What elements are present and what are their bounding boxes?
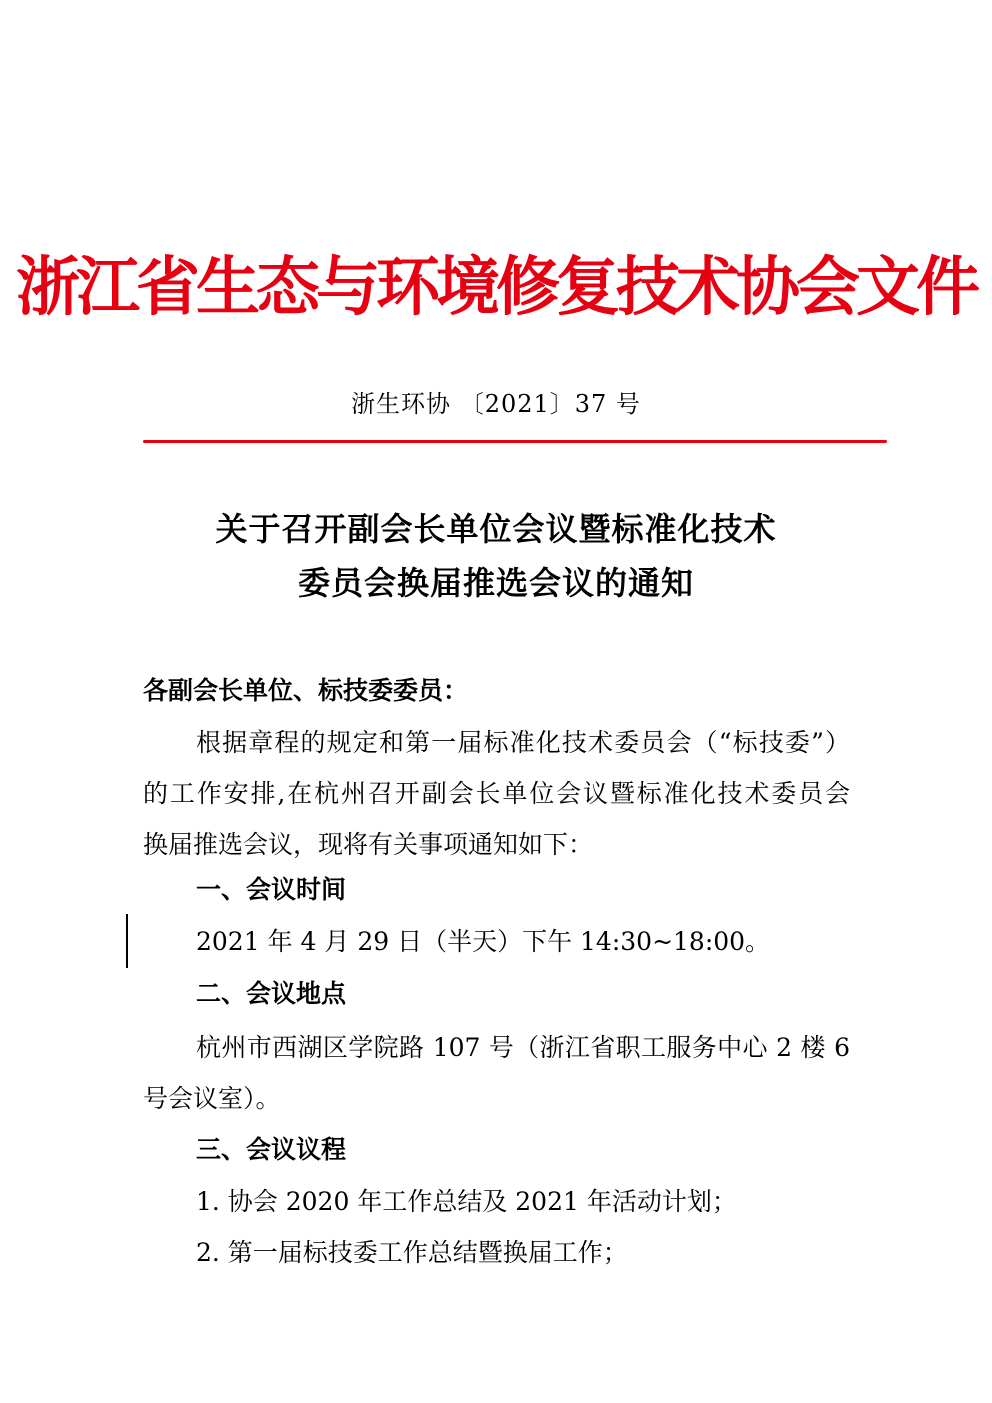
agenda-item: 1. 协会 2020 年工作总结及 2021 年活动计划； bbox=[196, 1187, 737, 1216]
organization-header-title: 浙江省生态与环境修复技术协会文件 bbox=[16, 251, 976, 325]
notice-title-line-2: 委员会换届推选会议的通知 bbox=[297, 564, 694, 602]
intro-paragraph-line-2: 的工作安排,在杭州召开副会长单位会议暨标准化技术委员会 bbox=[143, 779, 850, 808]
meeting-location-line-1: 杭州市西湖区学院路 107 号（浙江省职工服务中心 2 楼 6 bbox=[196, 1033, 850, 1062]
section-heading-meeting-agenda: 三、会议议程 bbox=[196, 1135, 347, 1164]
text-cursor bbox=[126, 914, 128, 968]
meeting-location-line-2: 号会议室）。 bbox=[143, 1084, 281, 1113]
salutation: 各副会长单位、标技委委员： bbox=[143, 676, 469, 705]
agenda-item: 2. 第一届标技委工作总结暨换届工作； bbox=[196, 1238, 628, 1267]
red-divider-rule bbox=[143, 440, 887, 443]
section-heading-meeting-time: 一、会议时间 bbox=[196, 875, 347, 904]
document-number: 浙生环协 〔2021〕37 号 bbox=[351, 390, 641, 418]
meeting-time-content: 2021 年 4 月 29 日（半天）下午 14:30~18:00。 bbox=[196, 927, 771, 956]
section-heading-meeting-location: 二、会议地点 bbox=[196, 979, 347, 1008]
intro-paragraph-line-1: 根据章程的规定和第一届标准化技术委员会（“标技委”） bbox=[196, 728, 850, 757]
notice-title-line-1: 关于召开副会长单位会议暨标准化技术 bbox=[215, 510, 777, 548]
intro-paragraph-line-3: 换届推选会议，现将有关事项通知如下： bbox=[143, 830, 594, 859]
